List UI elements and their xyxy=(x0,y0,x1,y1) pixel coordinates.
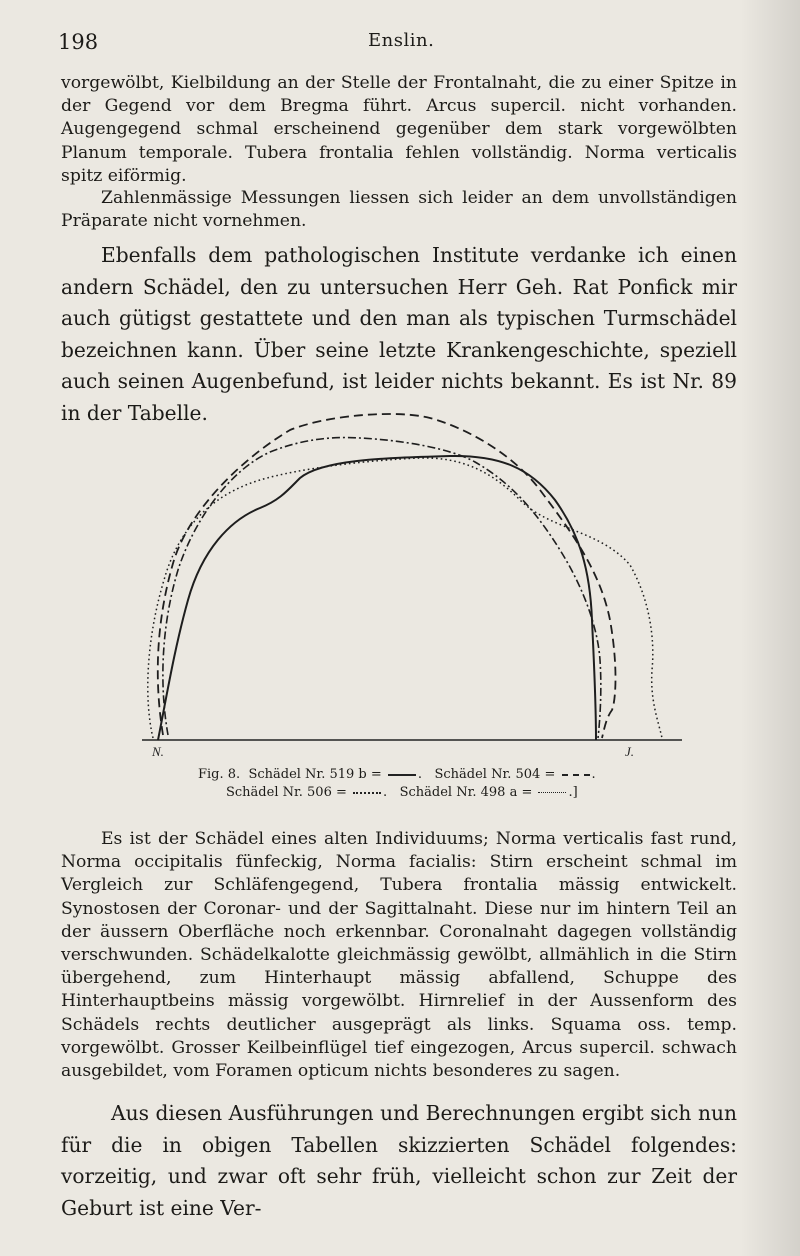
figure-caption xyxy=(198,766,658,802)
paragraph-skull-description: Es ist der Schädel eines alten Individuums; Norma verticalis fast rund, Norma occipitalis fünfeckig, Norma facialis: Stirn erscheint schmal im Vergleich zur Schläfengegend, Tubera frontalia mässig entwickelt. Synostosen der Coronar- und der Sagittalnaht. Diese nur im hintern Teil an der äussern Oberfläche noch erkennbar. Coronalnaht dagegen vollständig verschwunden. Schädelkalotte gleichmässig gewölbt, allmählich in die Stirn übergehend, zum Hinterhaupt mässig abfallend, Schuppe des Hinterhauptbeins mässig vorgewölbt. Hirnrelief in der Aussenform des Schädels rechts deutlicher ausgeprägt als links. Squama oss. temp. vorgewölbt. Grosser Keilbeinflügel tief eingezogen, Arcus supercil. schwach ausgebildet, vom Foramen opticum nichts besonderes zu sagen. xyxy=(61,829,737,1082)
running-head: Enslin. xyxy=(368,30,435,51)
skull-outline-figure xyxy=(130,400,690,770)
caption-fig-label: Fig. 8. xyxy=(198,767,241,782)
caption-entry-504-end: . xyxy=(591,767,596,782)
caption-entry-498a-end: .] xyxy=(568,785,578,800)
paragraph-continued: vorgewölbt, Kielbildung an der Stelle der Frontalnaht, die zu einer Spitze in der Gegend vor dem Bregma führt. Arcus supercil. nicht vorhanden. Augengegend schmal erscheinend gegenüber dem stark vorgewölbten Planum temporale. Tubera frontalia fehlen vollständig. Norma verticalis spitz eiförmig. xyxy=(61,73,737,186)
caption-entry-506: Schädel Nr. 506 = xyxy=(226,785,347,800)
page-number: 198 xyxy=(58,30,99,54)
caption-line-1 xyxy=(198,766,658,784)
legend-swatch-solid xyxy=(388,774,416,776)
outline-skull-519b xyxy=(158,456,596,740)
caption-entry-506-end: . xyxy=(383,785,388,800)
caption-entry-519b-end: . xyxy=(417,767,423,782)
page-header xyxy=(58,28,738,58)
caption-entry-504: Schädel Nr. 504 = xyxy=(434,767,556,782)
label-left: N. xyxy=(152,744,164,759)
legend-swatch-dashed xyxy=(562,774,590,776)
page-gutter-shadow xyxy=(740,0,800,1256)
paragraph-conclusion: Aus diesen Ausführungen und Berechnungen ergibt sich nun für die in obigen Tabellen skizzierten Schädel folgendes: vorzeitig, und zwar oft sehr früh, vielleicht schon zur Zeit der Geburt ist eine Ver- xyxy=(61,1101,737,1220)
paragraph-measurements: Zahlenmässige Messungen liessen sich leider an dem unvollständigen Präparate nicht vornehmen. xyxy=(61,188,737,232)
outline-skull-504 xyxy=(158,414,616,738)
caption-entry-519b: Schädel Nr. 519 b = xyxy=(248,767,382,782)
label-right: J. xyxy=(625,744,635,759)
caption-entry-498a: Schädel Nr. 498 a = xyxy=(399,785,533,800)
legend-swatch-dashdot xyxy=(353,792,381,794)
paragraph-skull-intro: Ebenfalls dem pathologischen Institute verdanke ich einen andern Schädel, den zu untersuchen Herr Geh. Rat Ponfick mir auch gütigst gestattete und den man als typischen Turmschädel bezeichnen kann. Über seine letzte Krankengeschichte, speziell auch seinen Augenbefund, ist leider nichts bekannt. Es ist Nr. 89 in der Tabelle. xyxy=(61,243,737,425)
skull-outline-diagram xyxy=(130,400,690,770)
caption-line-2 xyxy=(198,784,658,802)
legend-swatch-dotted xyxy=(538,792,566,793)
